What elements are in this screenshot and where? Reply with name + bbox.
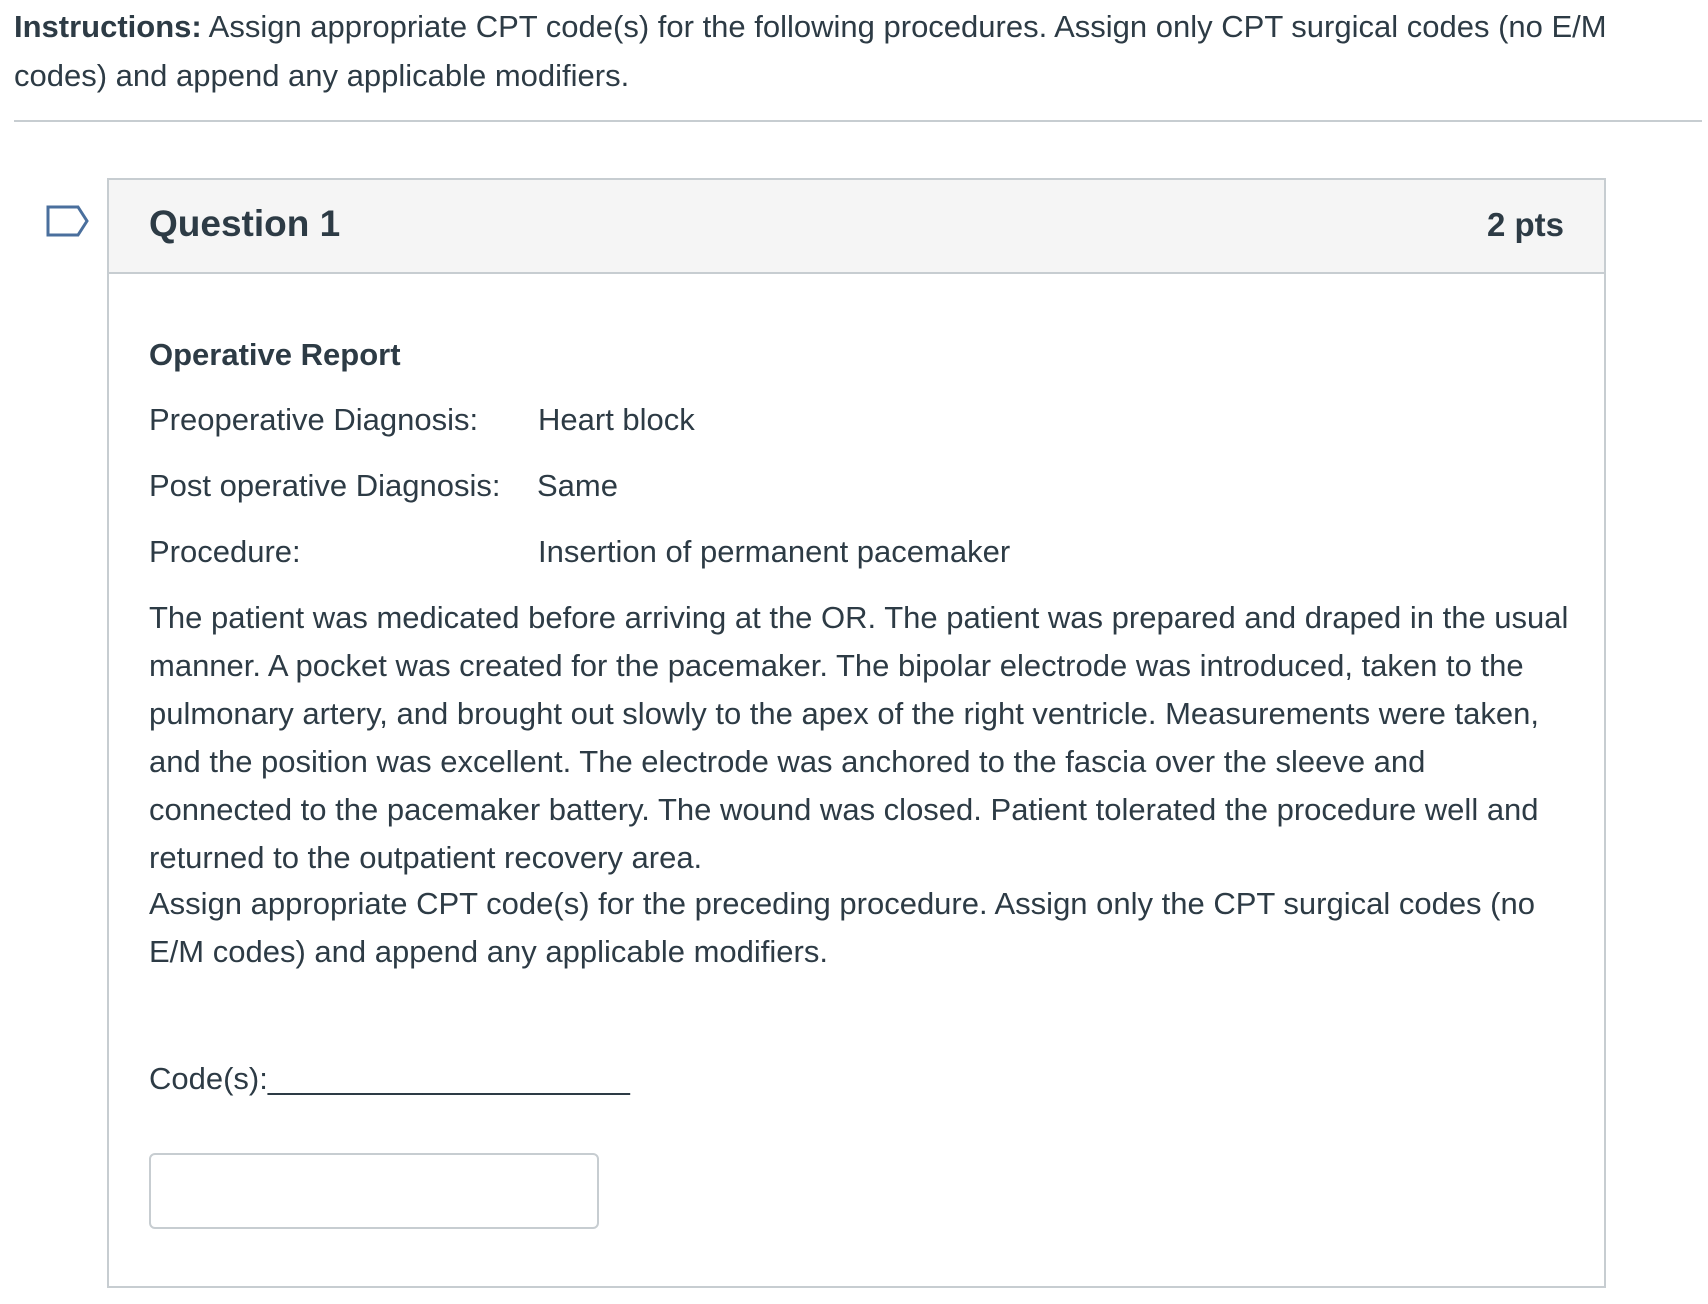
field-value: Heart block xyxy=(538,402,695,437)
instructions-text: Assign appropriate CPT code(s) for the following procedures. Assign only CPT surgical codes (no E/M codes) and append any applicable modifiers. xyxy=(14,9,1607,93)
report-title: Operative Report xyxy=(149,337,401,372)
bookmark-outline-icon[interactable] xyxy=(46,205,90,237)
field-value: Insertion of permanent pacemaker xyxy=(538,534,1011,569)
divider xyxy=(14,120,1702,122)
question-header xyxy=(109,180,1604,274)
instructions-label: Instructions: xyxy=(14,9,202,44)
question-title: Question 1 xyxy=(149,203,341,244)
field-label: Procedure: xyxy=(149,534,301,569)
question-prompt: Assign appropriate CPT code(s) for the preceding procedure. Assign only the CPT surgical codes (no E/M codes) and append any applicable modifiers. xyxy=(149,886,1535,969)
instructions xyxy=(14,2,1654,100)
operative-narrative: The patient was medicated before arriving at the OR. The patient was prepared and draped in the usual manner. A pocket was created for the pacemaker. The bipolar electrode was introduced, taken to the pulmonary artery, and brought out slowly to the apex of the right ventricle. Measurements were taken, and the position was excellent. The electrode was anchored to the fascia over the sleeve and connected to the pacemaker battery. The wound was closed. Patient tolerated the procedure well and returned to the outpatient recovery area. xyxy=(149,600,1569,875)
field-value: Same xyxy=(537,468,618,503)
field-label: Post operative Diagnosis: xyxy=(149,468,501,503)
field-label: Preoperative Diagnosis: xyxy=(149,402,479,437)
question-points: 2 pts xyxy=(1486,206,1564,243)
question-card xyxy=(107,178,1606,1288)
answer-input[interactable] xyxy=(149,1153,599,1229)
codes-label: Code(s):_____________________ xyxy=(149,1061,630,1096)
